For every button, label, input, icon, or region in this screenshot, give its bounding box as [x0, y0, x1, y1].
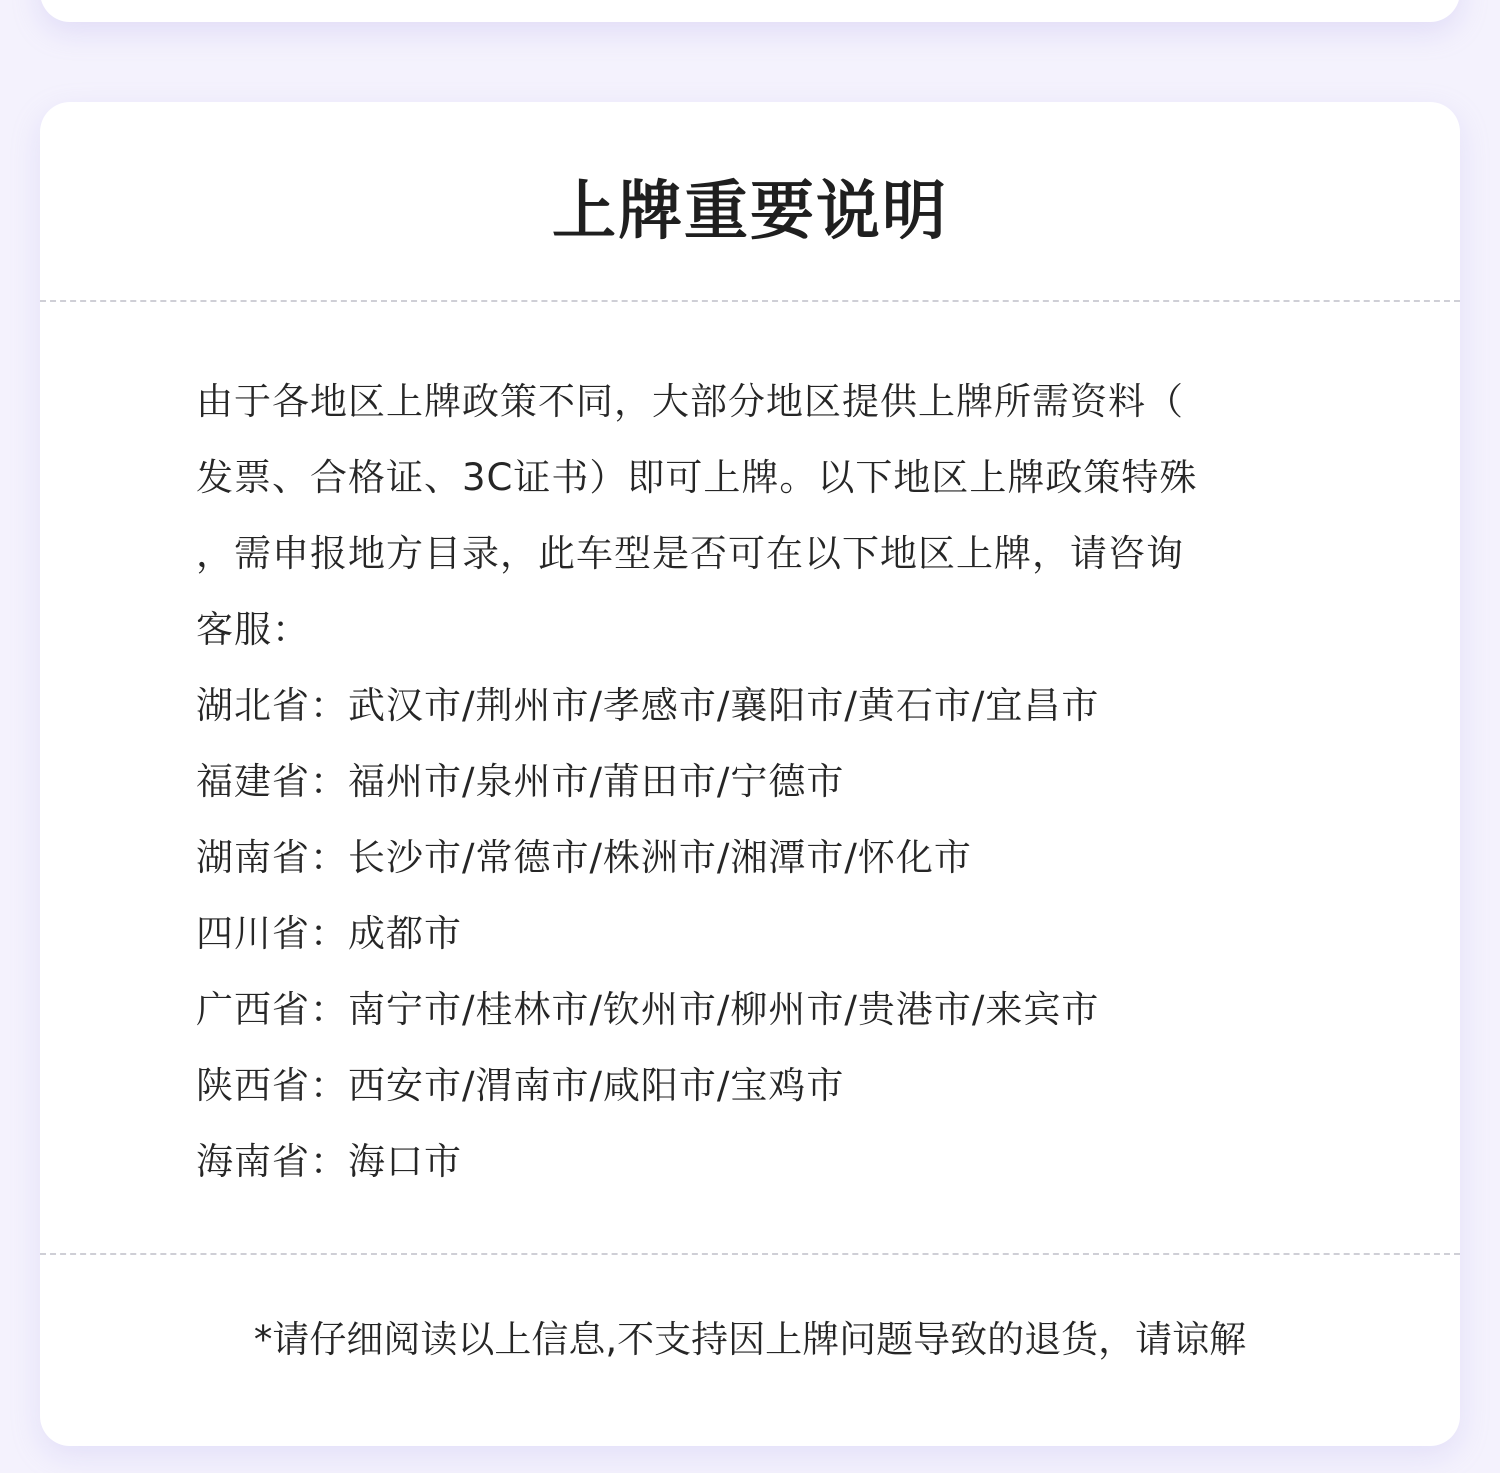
intro-paragraph: [196, 364, 1306, 668]
intro-line: ，需申报地方目录，此车型是否可在以下地区上牌，请咨询: [196, 532, 1184, 575]
region-item-hainan: [196, 1124, 1306, 1200]
previous-card-bottom: [40, 0, 1460, 22]
region-list: [196, 668, 1306, 1200]
intro-line: 由于各地区上牌政策不同，大部分地区提供上牌所需资料（: [196, 380, 1184, 423]
province-label: 湖北省：: [196, 684, 348, 727]
city-list: 西安市/渭南市/咸阳市/宝鸡市: [348, 1064, 845, 1107]
intro-line: 客服：: [196, 608, 310, 651]
registration-notice-card: [40, 102, 1460, 1446]
region-item-shaanxi: [196, 1048, 1306, 1124]
city-list: 南宁市/桂林市/钦州市/柳州市/贵港市/来宾市: [348, 988, 1100, 1031]
region-item-sichuan: [196, 896, 1306, 972]
region-item-hunan: [196, 820, 1306, 896]
region-item-hubei: [196, 668, 1306, 744]
province-label: 湖南省：: [196, 836, 348, 879]
bottom-dashed-divider: [40, 1253, 1460, 1255]
region-item-fujian: [196, 744, 1306, 820]
card-title: 上牌重要说明: [552, 175, 948, 249]
city-list: 武汉市/荆州市/孝感市/襄阳市/黄石市/宜昌市: [348, 684, 1100, 727]
intro-line: 发票、合格证、3C证书）即可上牌。以下地区上牌政策特殊: [196, 456, 1198, 499]
top-dashed-divider: [40, 300, 1460, 302]
disclaimer-note: *请仔细阅读以上信息,不支持因上牌问题导致的退货，请谅解: [253, 1318, 1247, 1361]
province-label: 福建省：: [196, 760, 348, 803]
province-label: 海南省：: [196, 1140, 348, 1183]
province-label: 陕西省：: [196, 1064, 348, 1107]
province-label: 四川省：: [196, 912, 348, 955]
city-list: 长沙市/常德市/株洲市/湘潭市/怀化市: [348, 836, 972, 879]
province-label: 广西省：: [196, 988, 348, 1031]
city-list: 海口市: [348, 1140, 462, 1183]
region-item-guangxi: [196, 972, 1306, 1048]
city-list: 成都市: [348, 912, 462, 955]
city-list: 福州市/泉州市/莆田市/宁德市: [348, 760, 845, 803]
